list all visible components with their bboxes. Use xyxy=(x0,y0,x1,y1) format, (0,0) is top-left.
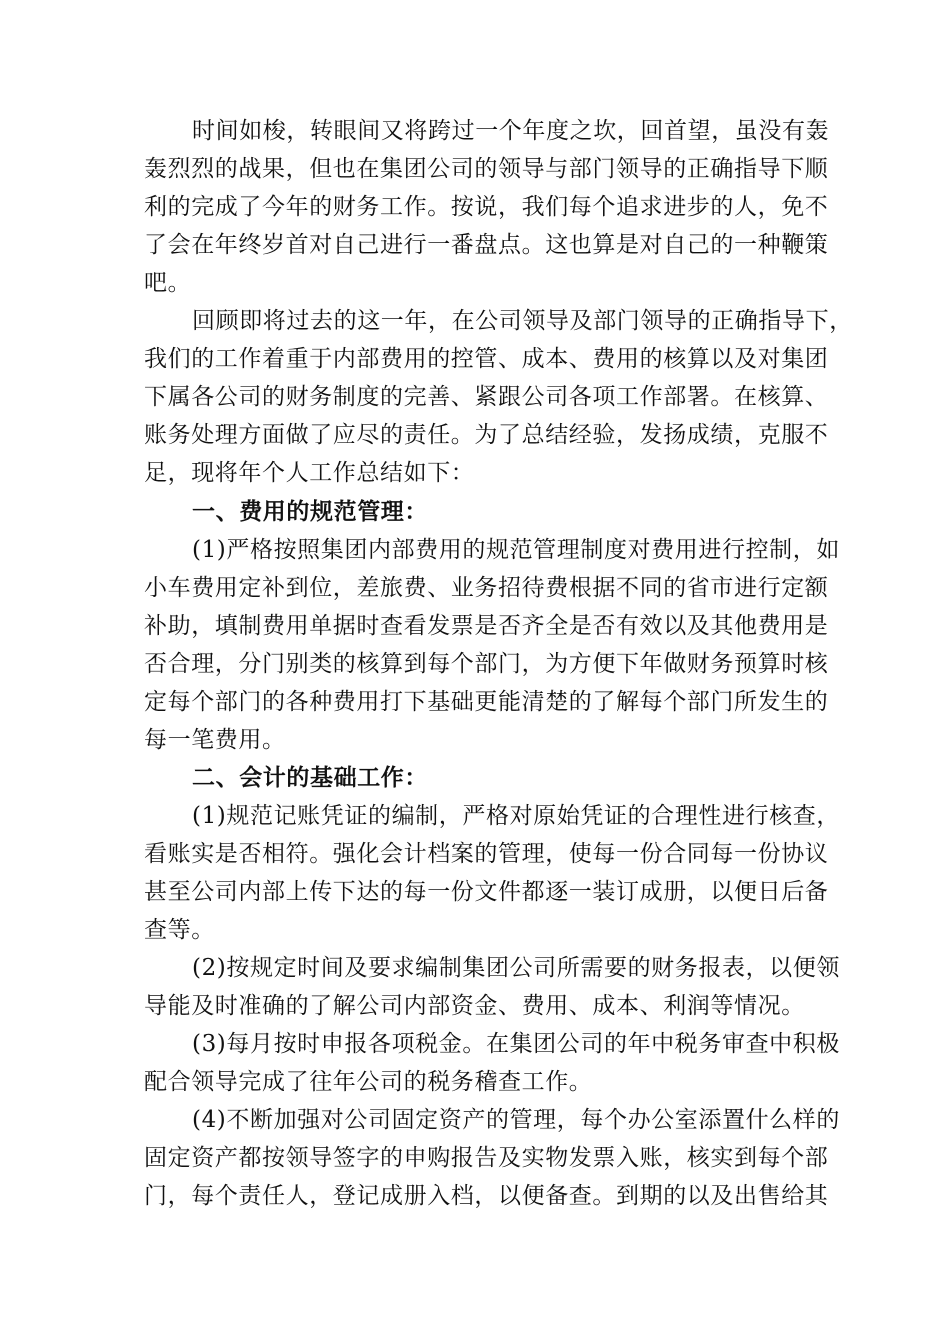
text-line: 轰烈烈的战果，但也在集团公司的领导与部门领导的正确指导下顺 xyxy=(144,156,829,182)
text-line: 足，现将年个人工作总结如下： xyxy=(144,460,475,486)
text-line: 下属各公司的财务制度的完善、紧跟公司各项工作部署。在核算、 xyxy=(144,384,829,410)
text-line: (1)规范记账凭证的编制，严格对原始凭证的合理性进行核查， xyxy=(192,803,840,829)
text-line: 门，每个责任人，登记成册入档，以便备查。到期的以及出售给其 xyxy=(144,1183,829,1209)
text-line: 账务处理方面做了应尽的责任。为了总结经验，发扬成绩，克服不 xyxy=(144,422,829,448)
text-line: 查等。 xyxy=(144,917,215,943)
text-line: (2)按规定时间及要求编制集团公司所需要的财务报表，以便领 xyxy=(192,955,840,981)
text-line: 吧。 xyxy=(144,270,192,296)
text-line: (3)每月按时申报各项税金。在集团公司的年中税务审查中积极 xyxy=(192,1031,840,1057)
text-line: 我们的工作着重于内部费用的控管、成本、费用的核算以及对集团 xyxy=(144,346,829,372)
text-line: 甚至公司内部上传下达的每一份文件都逐一装订成册，以便日后备 xyxy=(144,879,829,905)
text-line: 导能及时准确的了解公司内部资金、费用、成本、利润等情况。 xyxy=(144,993,805,1019)
text-line: 每一笔费用。 xyxy=(144,727,286,753)
text-line: 利的完成了今年的财务工作。按说，我们每个追求进步的人，免不 xyxy=(144,194,829,220)
section-heading-expense-management: 一、费用的规范管理： xyxy=(192,499,428,525)
text-line: 补助，填制费用单据时查看发票是否齐全是否有效以及其他费用是 xyxy=(144,613,829,639)
text-line: 看账实是否相符。强化会计档案的管理，使每一份合同每一份协议 xyxy=(144,841,829,867)
text-line: 小车费用定补到位，差旅费、业务招待费根据不同的省市进行定额 xyxy=(144,575,829,601)
text-line: (1)严格按照集团内部费用的规范管理制度对费用进行控制，如 xyxy=(192,537,840,563)
text-line: (4)不断加强对公司固定资产的管理，每个办公室添置什么样的 xyxy=(192,1107,840,1133)
text-line: 固定资产都按领导签字的申购报告及实物发票入账，核实到每个部 xyxy=(144,1145,829,1171)
text-line: 否合理，分门别类的核算到每个部门，为方便下年做财务预算时核 xyxy=(144,651,829,677)
text-line: 配合领导完成了往年公司的税务稽查工作。 xyxy=(144,1069,593,1095)
text-line: 时间如梭，转眼间又将跨过一个年度之坎，回首望，虽没有轰 xyxy=(192,118,830,144)
text-line: 定每个部门的各种费用打下基础更能清楚的了解每个部门所发生的 xyxy=(144,689,829,715)
text-line: 了会在年终岁首对自己进行一番盘点。这也算是对自己的一种鞭策 xyxy=(144,232,829,258)
text-line: 回顾即将过去的这一年，在公司领导及部门领导的正确指导下， xyxy=(192,308,853,334)
section-heading-accounting-basics: 二、会计的基础工作： xyxy=(192,765,428,791)
